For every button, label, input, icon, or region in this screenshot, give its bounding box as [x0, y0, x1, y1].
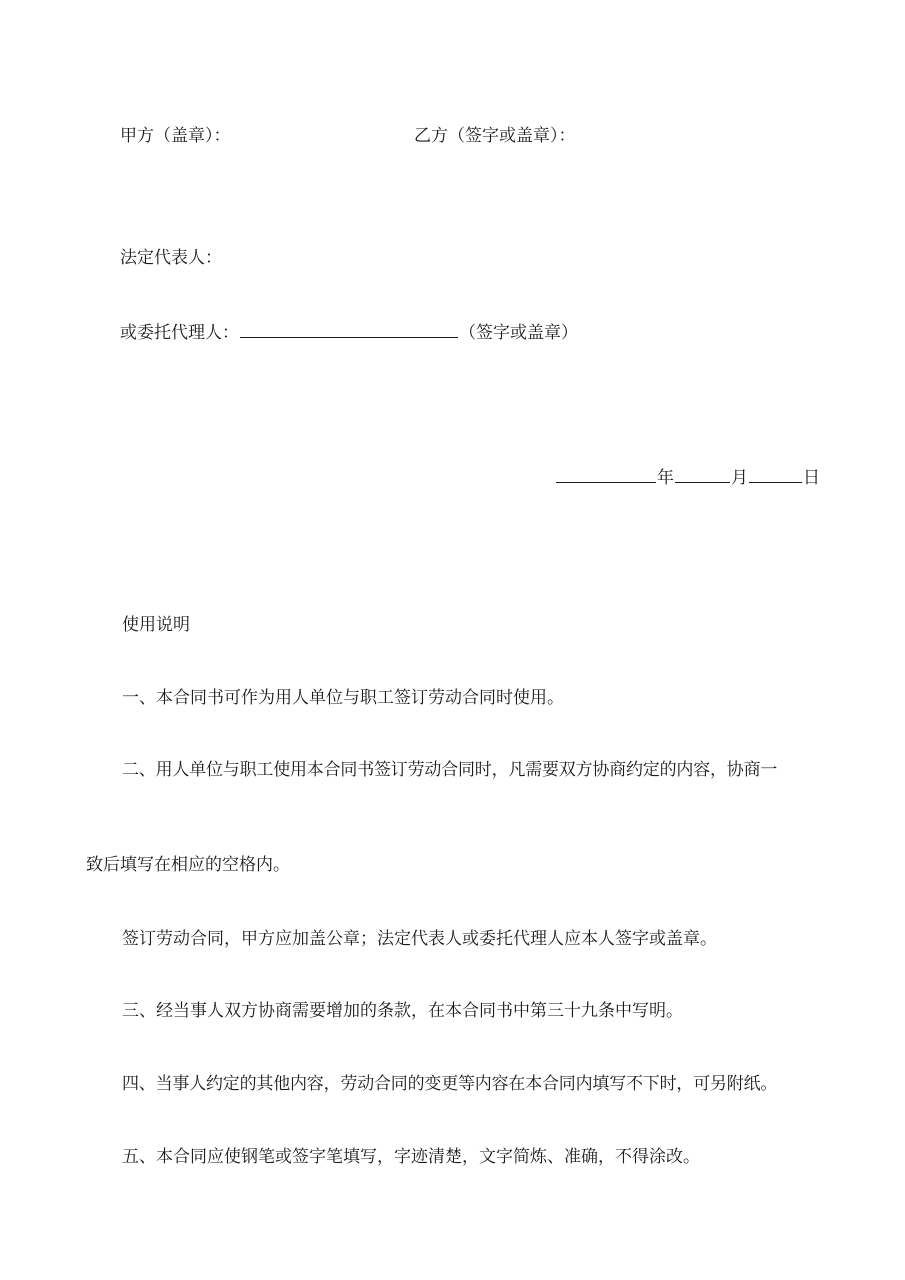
party-a-label: 甲方（盖章）： [120, 126, 231, 146]
day-blank[interactable] [749, 465, 802, 483]
year-label: 年 [657, 468, 674, 488]
legal-representative-label: 法定代表人： [120, 248, 222, 268]
year-blank[interactable] [556, 465, 656, 483]
instruction-item-2-line-1: 二、用人单位与职工使用本合同书签订劳动合同时，凡需要双方协商约定的内容，协商一 [122, 760, 778, 780]
month-label: 月 [731, 468, 748, 488]
agent-signature-blank[interactable] [240, 320, 458, 338]
instruction-item-2-line-2: 致后填写在相应的空格内。 [86, 855, 290, 875]
instruction-item-4: 四、当事人约定的其他内容，劳动合同的变更等内容在本合同内填写不下时，可另附纸。 [122, 1074, 778, 1094]
party-b-label: 乙方（签字或盖章）： [414, 126, 576, 146]
date-line [555, 465, 820, 490]
month-blank[interactable] [675, 465, 730, 483]
instruction-item-5: 五、本合同应使钢笔或签字笔填写，字迹清楚，文字简炼、准确，不得涂改。 [122, 1147, 700, 1167]
instructions-title: 使用说明 [122, 615, 190, 635]
day-label: 日 [803, 468, 820, 488]
instruction-item-3: 三、经当事人双方协商需要增加的条款，在本合同书中第三十九条中写明。 [122, 1001, 683, 1021]
instruction-item-2-note: 签订劳动合同，甲方应加盖公章；法定代表人或委托代理人应本人签字或盖章。 [122, 929, 717, 949]
agent-label: 或委托代理人： [120, 323, 239, 343]
agent-suffix: （签字或盖章） [459, 323, 578, 343]
agent-line [120, 320, 578, 345]
instruction-item-1: 一、本合同书可作为用人单位与职工签订劳动合同时使用。 [122, 688, 564, 708]
